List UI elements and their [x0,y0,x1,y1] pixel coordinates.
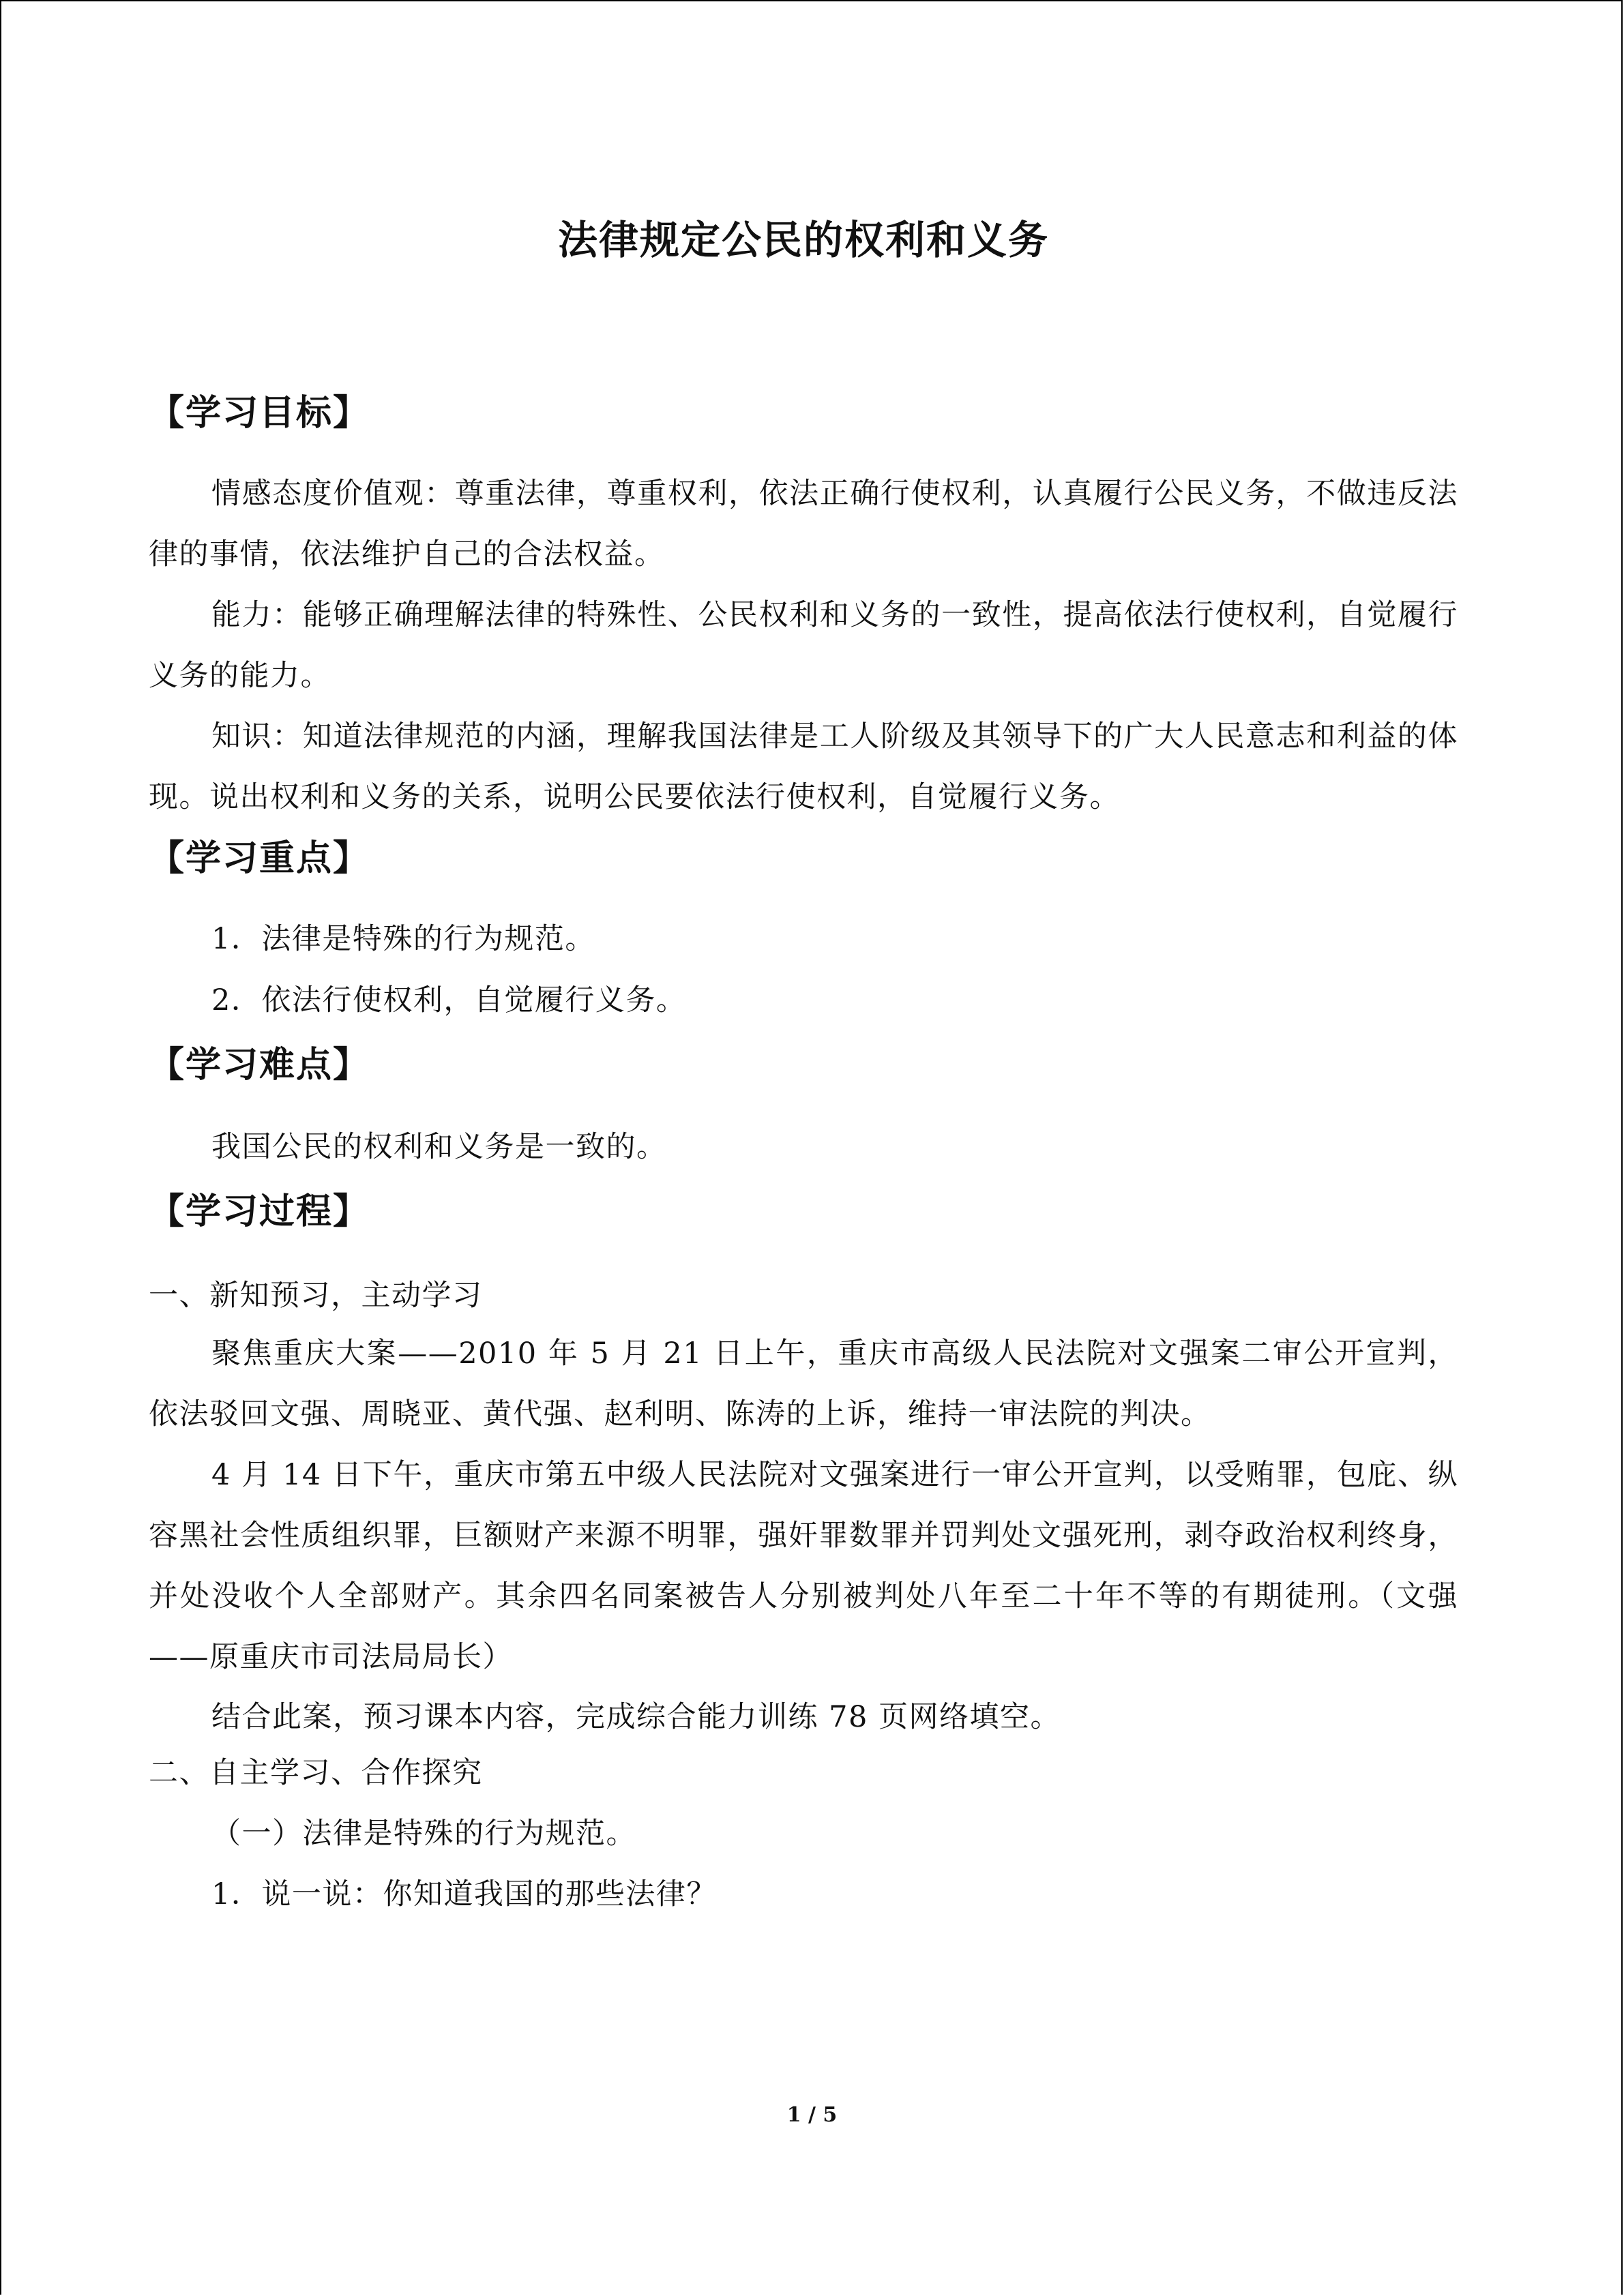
process-heading: 【学习过程】 [149,1191,370,1232]
question1: 1．说一说：你知道我国的那些法律？ [211,1877,717,1911]
subsection1-title: （一）法律是特殊的行为规范。 [211,1817,636,1851]
key-point-item-1: 1．法律是特殊的行为规范。 [211,922,595,956]
key-point-item-2: 2．依法行使权利，自觉履行义务。 [211,983,687,1017]
key-points-heading: 【学习重点】 [149,838,370,879]
objective-ability-paragraph: 能力：能够正确理解法律的特殊性、公民权利和义务的一致性，提高依法行使权利，自觉履行义务的能力。 [149,598,1458,693]
page-number: 1 / 5 [786,2103,838,2127]
document-title: 法律规定公民的权利和义务 [557,217,1049,263]
case-detail-paragraph: 4 月 14 日下午，重庆市第五中级人民法院对文强案进行一审公开宣判，以受贿罪，包庇、纵容黑社会性质组织罪，巨额财产来源不明罪，强奸罪数罪并罚判处文强死刑，剥夺政治权利终身，并处没收个人全部财产。其余四名同案被告人分别被判处八年至二十年不等的有期徒刑。（文强——原重庆市司法局局长） [149,1458,1458,1674]
objectives-heading: 【学习目标】 [149,393,370,434]
objective-emotion-paragraph: 情感态度价值观：尊重法律，尊重权利，依法正确行使权利，认真履行公民义务，不做违反法律的事情，依法维护自己的合法权益。 [149,477,1458,571]
section1-title: 一、新知预习，主动学习 [149,1279,483,1313]
case-intro-paragraph: 聚焦重庆大案——2010 年 5 月 21 日上午，重庆市高级人民法院对文强案二审公开宣判，依法驳回文强、周晓亚、黄代强、赵利明、陈涛的上诉，维持一审法院的判决。 [149,1337,1458,1431]
objective-knowledge-paragraph: 知识：知道法律规范的内涵，理解我国法律是工人阶级及其领导下的广大人民意志和利益的体现。说出权利和义务的关系，说明公民要依法行使权利，自觉履行义务。 [149,719,1458,814]
preview-task: 结合此案，预习课本内容，完成综合能力训练 78 页网络填空。 [211,1700,1061,1734]
difficulties-heading: 【学习难点】 [149,1045,370,1086]
section2-title: 二、自主学习、合作探究 [149,1756,483,1790]
difficulty-text: 我国公民的权利和义务是一致的。 [211,1130,667,1164]
